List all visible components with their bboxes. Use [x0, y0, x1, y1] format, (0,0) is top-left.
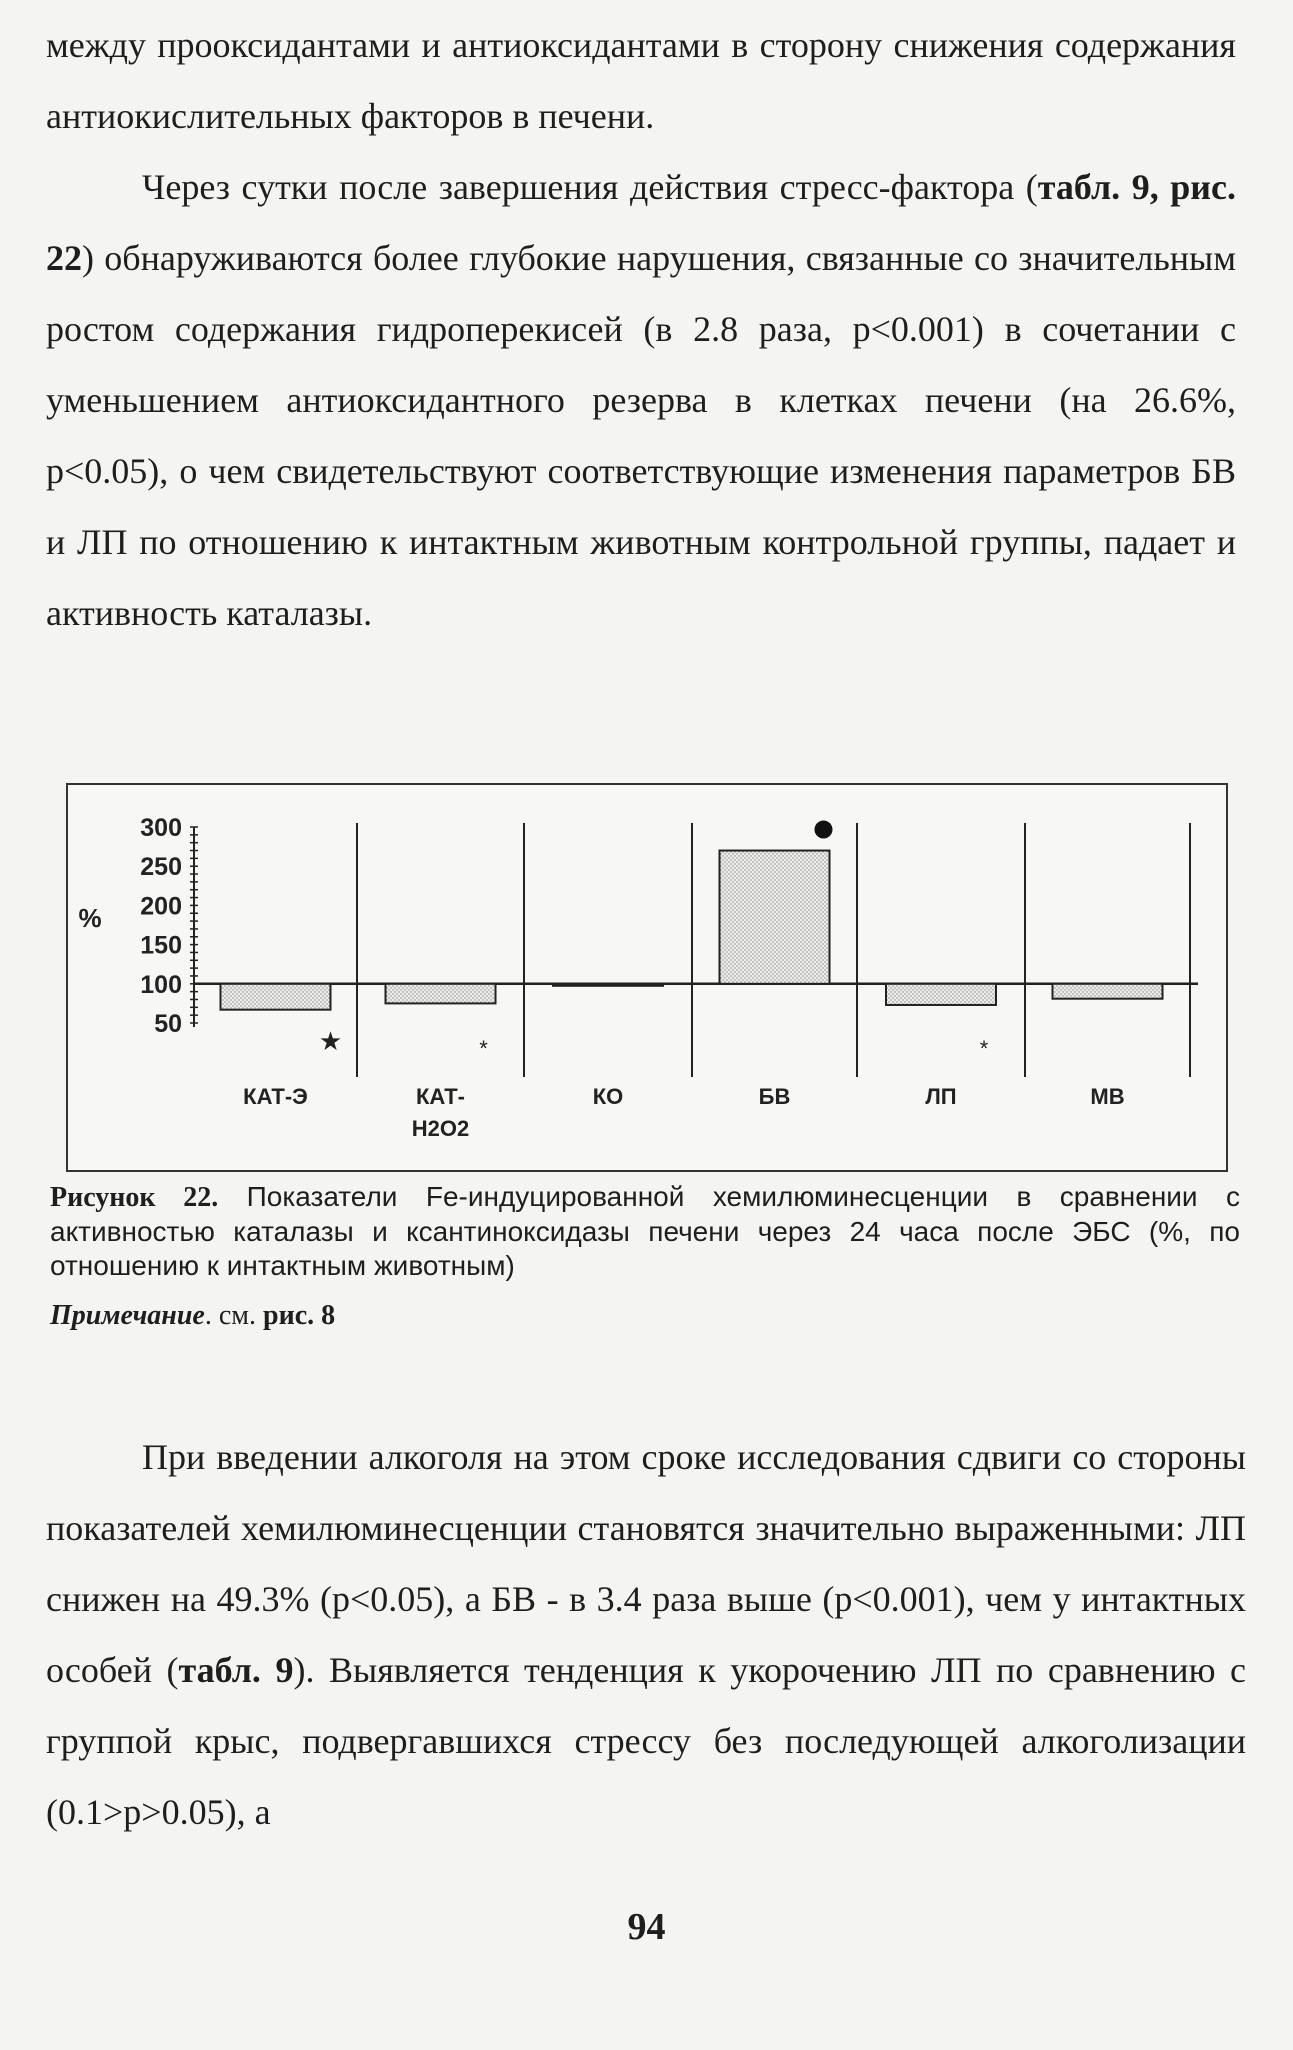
- y-tick-label: 200: [140, 892, 182, 921]
- bar: [720, 851, 830, 984]
- y-tick-label: 300: [140, 814, 182, 842]
- category-label: ЛП: [925, 1084, 957, 1109]
- bar: [886, 984, 996, 1005]
- note-ref: рис. 8: [263, 1300, 336, 1331]
- category-label: КАТ-: [416, 1084, 465, 1109]
- caption-lead: Рисунок 22.: [50, 1182, 219, 1213]
- note-text: . см.: [204, 1300, 263, 1331]
- text-span: При введении алкоголя на этом сроке исследования сдвиги со стороны показателей хемилюминесценции становятся значительно выраженными: ЛП снижен на 49.3% (p<0.05), а БВ - в 3.4 раза выше (p<0.001), чем у интактных особей (: [46, 1437, 1246, 1690]
- text-span: ) обнаруживаются более глубокие нарушения, связанные со значительным ростом содержания гидроперекисей (в 2.8 раза, p<0.001) в сочетании с уменьшением антиоксидантного резерва в клетках печени (на 26.6%, p<0.05), о чем свидетельствуют соответствующие изменения параметров БВ и ЛП по отношению к интактным животным контрольной группы, падает и активность каталазы.: [46, 238, 1236, 633]
- text-span: ). Выявляется тенденция к укорочению ЛП по сравнению с группой крыс, подвергавшихся стрессу без последующей алкоголизации (0.1>p>0.05), а: [46, 1650, 1246, 1832]
- bar: [553, 984, 663, 986]
- figure-note: [50, 1300, 335, 1332]
- category-label: МВ: [1090, 1084, 1125, 1109]
- figure-caption: [50, 1180, 1240, 1283]
- paragraph-intro: между прооксидантами и антиоксидантами в сторону снижения содержания антиокислительных факторов в печени.: [46, 25, 1236, 136]
- note-label: Примечание: [50, 1300, 205, 1331]
- category-label: КО: [592, 1084, 624, 1109]
- bar: [1053, 984, 1163, 999]
- bar: [221, 984, 331, 1010]
- page-number: 94: [627, 1906, 666, 1948]
- paragraph-results: [46, 152, 1236, 649]
- y-tick-label: 50: [154, 1010, 182, 1038]
- text-span: Через сутки после завершения действия стресс-фактора (: [142, 167, 1038, 207]
- significance-marker: ★: [318, 1025, 343, 1056]
- figure-chart: [66, 783, 1228, 1172]
- y-tick-label: 250: [140, 853, 182, 882]
- category-label: БВ: [758, 1084, 791, 1109]
- bold-reference: табл. 9: [178, 1650, 294, 1690]
- significance-marker: *: [979, 1035, 989, 1061]
- significance-marker: *: [479, 1035, 488, 1061]
- y-axis-label: %: [78, 903, 102, 933]
- y-tick-label: 150: [140, 931, 182, 960]
- bar: [386, 984, 496, 1004]
- paragraph-alcohol: [46, 1422, 1246, 1848]
- bar-chart: [68, 785, 1226, 1170]
- bold-reference: табл. 9, рис. 22: [46, 167, 1236, 278]
- category-label: КАТ-Э: [243, 1084, 308, 1109]
- y-tick-label: 100: [140, 970, 182, 999]
- significance-marker: [815, 821, 833, 839]
- caption-text: Показатели Fe-индуцированной хемилюминесценции в сравнении с активностью каталазы и ксантиноксидазы печени через 24 часа после ЭБС (%, по отношению к интактным животным): [50, 1181, 1241, 1281]
- category-label: Н2О2: [411, 1116, 470, 1141]
